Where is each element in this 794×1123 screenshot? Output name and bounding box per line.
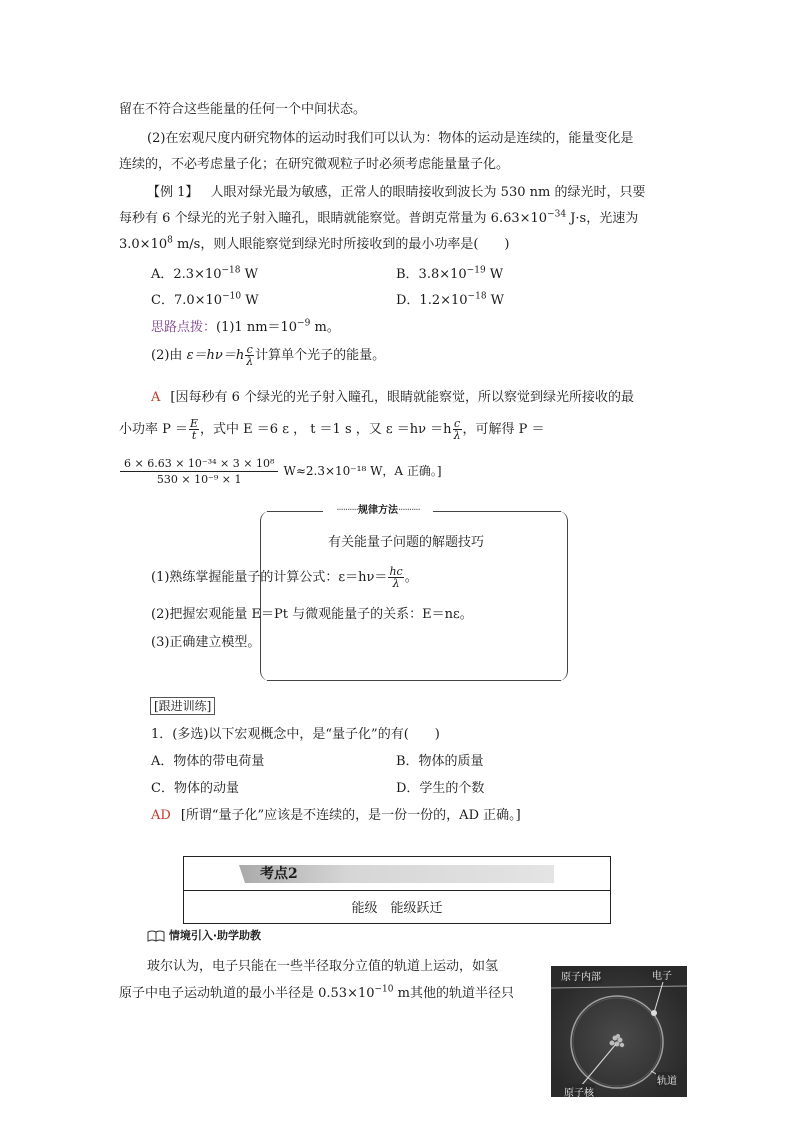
kaodian-label: 考点2 [260, 866, 298, 882]
method-item-2: (2)把握宏观能量 E＝Pt 与微观能量子的关系：E＝nε。 [151, 607, 473, 622]
method-tag: ··········规律方法·········· [323, 504, 433, 518]
answer-line-2: 小功率 P ＝ $\frac{E}{t}$ ，式中 E ＝6 ε ， t ＝1 s ，又 ε ＝hν ＝h $\frac{c}{\lambda}$ ，可解得 P ＝ [119, 417, 545, 442]
text-line: 留在不符合这些能量的任何一个中间状态。 [119, 102, 367, 117]
hint-label: 思路点拨： [151, 320, 217, 335]
option-a: A．$2.3\times 10^{-18}$ W [151, 265, 258, 282]
method-title: 有关能量子问题的解题技巧 [328, 535, 485, 550]
kaodian-title: 能级 能级跃迁 [351, 901, 443, 916]
answer-line-3: $\frac{\text{6 × 6.63 × 10⁻³⁴ × 3 × 10⁸}}{\text{530 × 10⁻⁹ × 1}}$ W≈2.3×10⁻¹⁸ W，A 正确。] [119, 456, 442, 487]
option-d: D．$1.2\times 10^{-18}$ W [396, 291, 505, 308]
figure-label-nucleus: 原子核 [563, 1084, 595, 1097]
follow-option-a: A．物体的带电荷量 [151, 754, 265, 769]
example-line-1: 【例 1】 人眼对绿光最为敏感，正常人的眼睛接收到波长为 530 nm 的绿光时，只要 [147, 185, 646, 200]
book-icon [147, 930, 165, 942]
answer-line-1: A [因每秒有 6 个绿光的光子射入瞳孔，眼睛就能察觉，所以察觉到绿光所接收的最 [151, 390, 634, 405]
answer-letter: A [151, 390, 161, 405]
option-b: B．$3.8\times 10^{-19}$ W [396, 265, 504, 282]
follow-option-b: B．物体的质量 [396, 754, 484, 769]
scenario-line-1: 玻尔认为，电子只能在一些半径取分立值的轨道上运动，如氢 [147, 959, 499, 974]
follow-answer-letter: AD [151, 808, 171, 823]
scenario-header: 情境引入·助学助教 [147, 927, 261, 943]
method-item-1: (1)熟练掌握能量子的计算公式：ε＝hν＝ $\frac{hc}{\lambda}$ 。 [151, 565, 418, 590]
example-line-3: $3.0\times 10^8$ m/s，则人眼能察觉到绿光时所接收到的最小功率是( ) [119, 235, 510, 252]
follow-option-c: C．物体的动量 [151, 781, 239, 796]
figure-label-inside: 原子内部 [560, 968, 602, 983]
figure-label-electron: 电子 [651, 967, 673, 982]
hint-line-1: 思路点拨：(1)1 $nm=10^{-9}$ m。 [151, 318, 340, 335]
follow-question: 1．(多选)以下宏观概念中，是“量子化”的有( ) [151, 727, 440, 742]
atom-figure [551, 966, 687, 1097]
method-item-3: (3)正确建立模型。 [151, 635, 261, 650]
text-line: 连续的，不必考虑量子化；在研究微观粒子时必须考虑能量量子化。 [119, 157, 510, 172]
follow-option-d: D．学生的个数 [396, 781, 485, 796]
text-line: (2)在宏观尺度内研究物体的运动时我们可以认为：物体的运动是连续的，能量变化是 [147, 131, 634, 146]
hint-line-2: (2)由 ε＝hν＝h $\frac{c}{\lambda}$ 计算单个光子的能量。 [151, 343, 386, 368]
follow-tag: [跟进训练] [150, 697, 215, 715]
example-tag: 【例 1】 [147, 185, 199, 200]
kaodian-box [183, 856, 611, 924]
example-line-2: 每秒有 6 个绿光的光子射入瞳孔，眼睛就能察觉。普朗克常量为 $6.63\times 10^{-34}$ J·s，光速为 [119, 209, 639, 226]
figure-label-orbit: 轨道 [656, 1072, 678, 1087]
option-c: C．$7.0\times 10^{-10}$ W [151, 291, 259, 308]
follow-answer: AD [所谓“量子化”应该是不连续的，是一份一份的，AD 正确。] [151, 808, 521, 823]
scenario-line-2: 原子中电子运动轨道的最小半径是 $0.53\times 10^{-10}$ m其他的轨道半径只 [119, 984, 514, 1001]
